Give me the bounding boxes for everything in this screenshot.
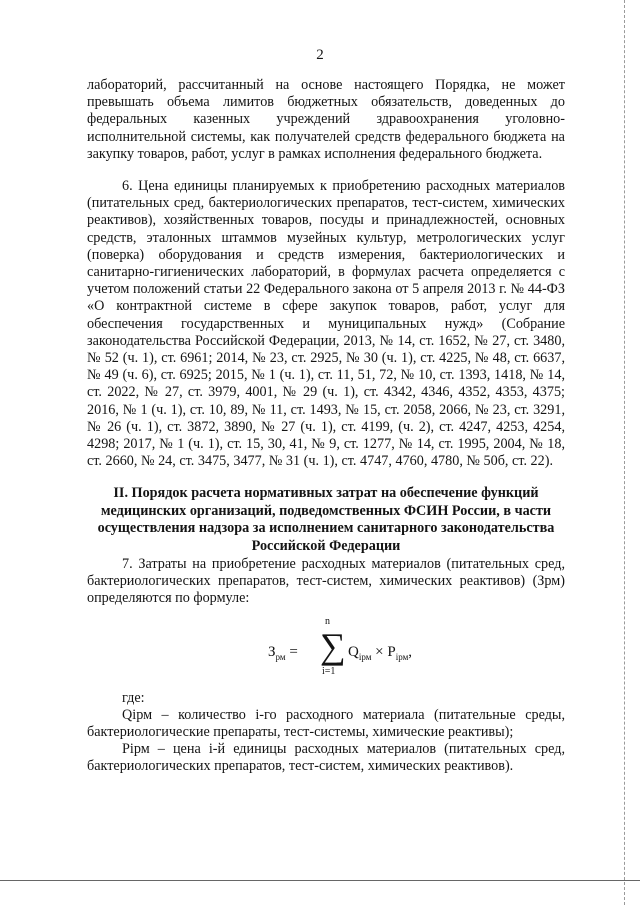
page-number: 2: [316, 47, 324, 63]
definition-q: [87, 707, 565, 741]
bottom-rule: [0, 880, 640, 881]
formula-lhs: [268, 644, 298, 661]
paragraph-6: [87, 178, 565, 470]
paragraph-continued: [87, 77, 565, 163]
definition-p: [87, 741, 565, 775]
formula-lhs-subscript: рм: [275, 652, 286, 662]
paragraph-7: [87, 556, 565, 608]
formula-trailing: ,: [408, 644, 413, 660]
formula-q-symbol: Q: [348, 644, 359, 660]
formula-times: ×: [375, 644, 384, 660]
cost-formula: [268, 616, 448, 686]
definition-p-text: Piрм – цена i-й единицы расходных материалов (питательных сред, бактериологических препаратов, тест-систем, химических реактивов).: [87, 741, 565, 775]
formula-lower-limit: i=1: [322, 666, 336, 677]
formula-lhs-symbol: З: [268, 644, 276, 660]
formula-rhs: [348, 644, 412, 661]
formula-p-subscript: iрм: [395, 652, 409, 662]
formula-upper-limit: n: [325, 616, 330, 627]
scan-fold-line: [624, 0, 625, 905]
formula-equals: =: [289, 644, 298, 660]
formula-q-subscript: iрм: [358, 652, 372, 662]
definition-q-text: Qiрм – количество i-го расходного материала (питательные среды, бактериологические препараты, тест-системы, химические реактивы);: [87, 707, 565, 741]
paragraph-7-text: 7. Затраты на приобретение расходных материалов (питательных сред, бактериологических препаратов, тест-систем, химических реактивов) (Зрм) определяются по формуле:: [87, 556, 565, 607]
paragraph-6-text: 6. Цена единицы планируемых к приобретению расходных материалов (питательных сред, бактериологических препаратов, тест-систем, химических реактивов), хозяйственных товаров, посуды и принадлежностей, основных средств, эталонных штаммов музейных культур, метрологических услуг (поверка) оборудования и средств измерения, бактериологических и санитарно-гигиенических лабораторий, в формулах расчета определяется с учетом положений статьи 22 Федерального закона от 5 апреля 2013 г. № 44-ФЗ «О контрактной системе в сфере закупок товаров, работ, услуг для обеспечения государственных и муниципальных нужд» (Собрание законодательства Российской Федерации, 2013, № 14, ст. 1652, № 27, ст. 3480, № 52 (ч. 1), ст. 6961; 2014, № 23, ст. 2925, № 30 (ч. 1), ст. 4225, № 48, ст. 6637, № 49 (ч. 6), ст. 6925; 2015, № 1 (ч. 1), ст. 11, 51, 72, № 10, ст. 1393, 1418, № 14, ст. 2022, № 27, ст. 3979, 4001, № 29 (ч. 1), ст. 4342, 4346, 4352, 4353, 4375; 2016, № 1 (ч. 1), ст. 10, 89, № 11, ст. 1493, № 15, ст. 2058, 2066, № 23, ст. 3291, № 26 (ч. 1), ст. 3872, 3890, № 27 (ч. 1), ст. 4199, (ч. 2), ст. 4247, 4253, 4254, 4298; 2017, № 1 (ч. 1), ст. 15, 30, 41, № 9, ст. 1277, № 14, ст. 1995, 2004, № 18, ст. 2660, № 24, ст. 3475, 3477, № 31 (ч. 1), ст. 4747, 4760, 4780, № 50б, ст. 22).: [87, 178, 565, 470]
where-label-block: [87, 690, 565, 707]
formula-sum-sign: ∑: [320, 626, 346, 666]
where-label: где:: [122, 690, 145, 706]
formula-p-symbol: P: [387, 644, 396, 660]
paragraph-continued-text: лабораторий, рассчитанный на основе настоящего Порядка, не может превышать объема лимитов бюджетных обязательств, доведенных до федеральных казенных учреждений здравоохранения уголовно-исполнительной системы, как получателей средств федерального бюджета на закупку товаров, работ, услуг в рамках исполнения федерального бюджета.: [87, 77, 565, 162]
section-heading: II. Порядок расчета нормативных затрат на обеспечение функций медицинских организаций, подведомственных ФСИН России, в части осуществления надзора за исполнением санитарного законодательства Российской Федерации: [97, 485, 555, 554]
